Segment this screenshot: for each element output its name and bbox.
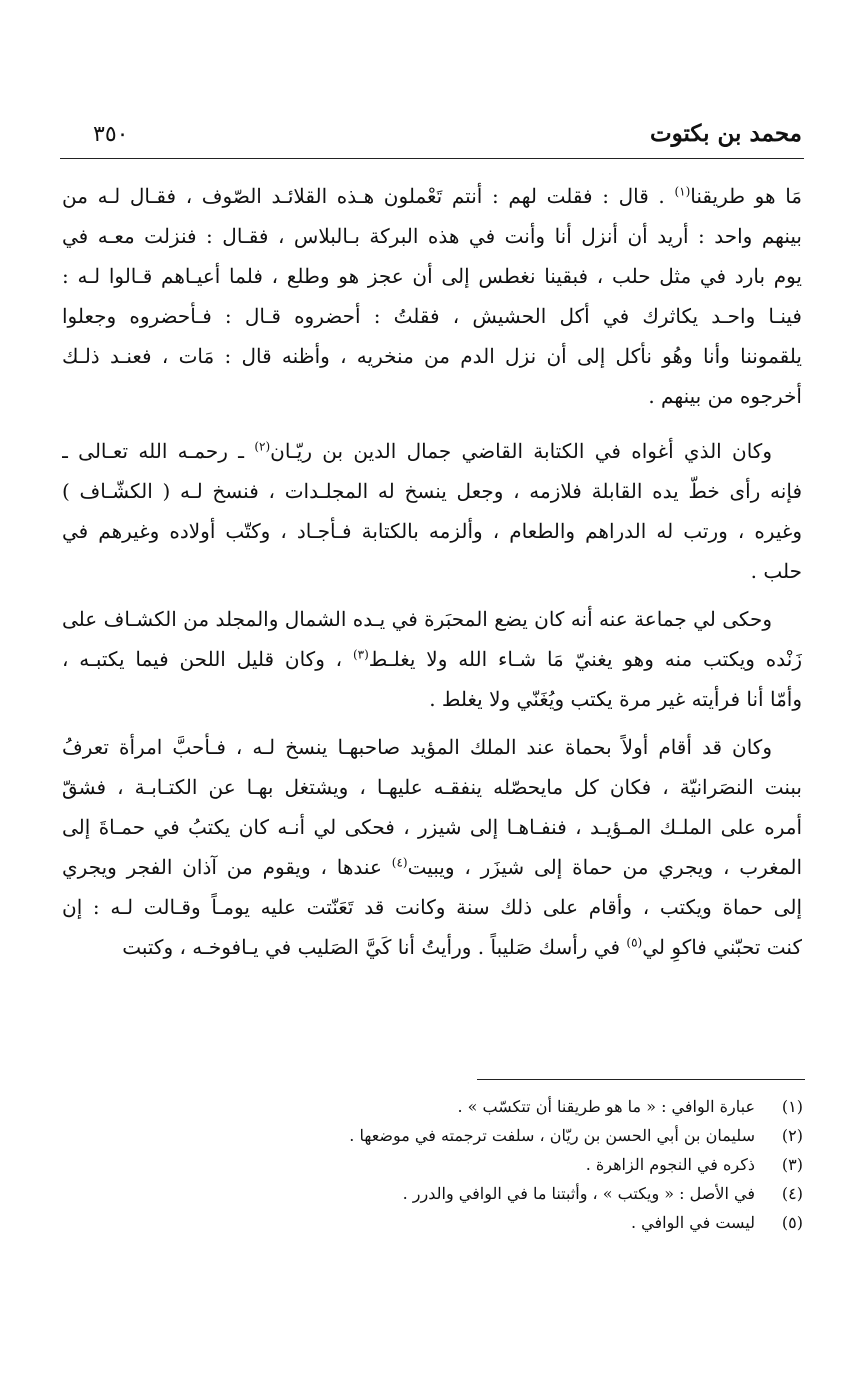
line-text: كنت تحبّني فاكوِ لي xyxy=(642,935,802,959)
line-text: وأمّا أنا فرأيته غير مرة يكتب ويُغَنّي ولا يغلط . xyxy=(429,687,802,711)
line-text: مَا هو طريقنا xyxy=(690,184,802,208)
footnote-text: ليست في الوافي . xyxy=(630,1213,755,1232)
line-text: وغيره ، ورتب له الدراهم والطعام ، وألزمه بالكتابة فـأجـاد ، وكتّب أولاده وغيرهم في xyxy=(62,519,802,543)
footnote-text: في الأصل : « ويكتب » ، وأثبتنا ما في الوافي والدرر . xyxy=(402,1184,755,1203)
paragraph xyxy=(62,431,802,591)
line-text: ـ رحمـه الله تعـالى ـ xyxy=(62,439,255,463)
footnote-number: (٥) xyxy=(781,1213,803,1232)
paragraph-gap xyxy=(62,416,802,431)
footnote-number: (١) xyxy=(781,1097,803,1116)
line-text: حلب . xyxy=(750,559,802,583)
text-line xyxy=(62,727,802,767)
text-line xyxy=(62,551,802,591)
footnote-text: ذكره في النجوم الزاهرة . xyxy=(585,1155,755,1174)
body-text xyxy=(62,176,802,967)
line-text: عندها ، ويقوم من آذان الفجر ويجري xyxy=(62,855,392,879)
paragraph xyxy=(62,599,802,719)
footnote-separator xyxy=(477,1079,805,1080)
footnote-text: سليمان بن أبي الحسن بن ريّان ، سلفت ترجمته في موضعها . xyxy=(349,1126,755,1145)
footnote xyxy=(63,1208,803,1237)
page-header xyxy=(60,120,802,156)
text-line xyxy=(62,599,802,639)
line-text: أخرجوه من بينهم . xyxy=(648,384,802,408)
text-line xyxy=(62,431,802,471)
text-line xyxy=(62,471,802,511)
footnote-number: (٣) xyxy=(781,1155,803,1174)
footnote xyxy=(63,1121,803,1150)
line-text: إلى حماة ويكتب ، وأقام على ذلك سنة وكانت قد تَعَنّتت عليه يومـاً وقـالت لـه : إن xyxy=(62,895,802,919)
paragraph xyxy=(62,176,802,416)
line-text: فينـا واحـد يكاثرك في أكل الحشيش ، فقلتُ : أحضروه قـال : فـأحضروه وجعلوا xyxy=(62,304,802,328)
line-text: أمره على الملـك المـؤيـد ، فنفـاهـا إلى شيزر ، فحكى لي أنـه كان يكتبُ في حمـاةَ إلى xyxy=(62,815,802,839)
text-line xyxy=(62,767,802,807)
line-text: . قال : فقلت لهم : أنتم تَعْملون هـذه القلائـد الصّوف ، فقـال لـه من xyxy=(62,184,675,208)
footnote-marker: (٤) xyxy=(391,855,408,870)
footnote-marker: (٣) xyxy=(352,647,369,662)
line-text: ببنت النصَرانيّة ، فكان كل مايحصّله ينفقـه عليهـا ، ويشتغل بهـا عن الكتـابـة ، فشقّ xyxy=(62,775,802,799)
text-line xyxy=(62,511,802,551)
header-rule xyxy=(60,158,804,159)
line-text: في رأسك صَليباً . ورأيتُ أنا كَيَّ الصَليب في يـافوخـه ، وكتبت xyxy=(122,935,627,959)
footnote-text: عبارة الوافي : « ما هو طريقنا أن تتكسّب » . xyxy=(457,1097,755,1116)
line-text: المغرب ، ويجري من حماة إلى شيزَر ، ويبيت xyxy=(407,855,802,879)
text-line xyxy=(62,847,802,887)
text-line xyxy=(62,216,802,256)
text-line xyxy=(62,376,802,416)
text-line xyxy=(62,296,802,336)
footnote-marker: (١) xyxy=(674,184,691,199)
line-text: وكان الذي أغواه في الكتابة القاضي جمال الدين بن ريّـان xyxy=(270,439,772,463)
line-text: يلقموننا وأنا وهُو نأكل إلى أن نزل الدم من منخريه ، وأظنه قال : مَات ، فعنـد ذلـك xyxy=(62,344,802,368)
footnotes xyxy=(63,1092,803,1237)
text-line xyxy=(62,887,802,927)
line-text: فإنه رأى خطّ يده القابلة فلازمه ، وجعل ينسخ له المجلـدات ، فنسخ لـه ( الكشّـاف ) xyxy=(62,479,802,503)
text-line xyxy=(62,336,802,376)
footnote-number: (٢) xyxy=(781,1126,803,1145)
text-line xyxy=(62,256,802,296)
paragraph-gap xyxy=(62,591,802,599)
footnote xyxy=(63,1092,803,1121)
line-text: يوم بارد في مثل حلب ، فبقينا نغطس إلى أن عجز هو وطلع ، فلما أعيـاهم قـالوا لـه : xyxy=(62,264,802,288)
text-line xyxy=(62,927,802,967)
text-line xyxy=(62,176,802,216)
paragraph-gap xyxy=(62,719,802,727)
footnote xyxy=(63,1150,803,1179)
line-text: بينهم واحد : أريد أن أنزل أنا وأنت في هذه البركة بـالبلاس ، فقـال : فنزلت معـه في xyxy=(62,224,802,248)
line-text: ، وكان قليل اللحن فيما يكتبـه ، xyxy=(62,647,353,671)
page-number: ٣٥٠ xyxy=(93,122,129,147)
text-line xyxy=(62,679,802,719)
line-text: زَنْده ويكتب منه وهو يغنيّ مَا شـاء الله ولا يغلـط xyxy=(368,647,802,671)
text-line xyxy=(62,639,802,679)
footnote-marker: (٥) xyxy=(626,935,643,950)
paragraph xyxy=(62,727,802,967)
footnote-number: (٤) xyxy=(781,1184,803,1203)
footnote-marker: (٢) xyxy=(254,439,271,454)
line-text: وكان قد أقام أولاً بحماة عند الملك المؤيد صاحبهـا ينسخ لـه ، فـأحبَّ امرأة تعرفُ xyxy=(62,735,772,759)
footnote xyxy=(63,1179,803,1208)
text-line xyxy=(62,807,802,847)
line-text: وحكى لي جماعة عنه أنه كان يضع المحبَرة في يـده الشمال والمجلد من الكشـاف على xyxy=(62,607,773,631)
running-title: محمد بن بكتوت xyxy=(649,120,802,147)
